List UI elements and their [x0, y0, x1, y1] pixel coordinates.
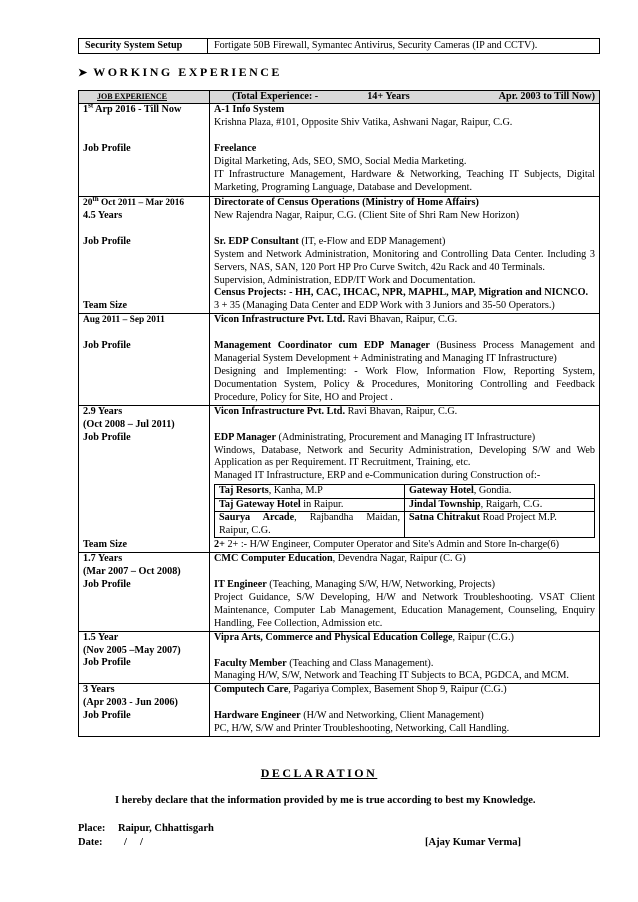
- work-experience-title: WORKING EXPERIENCE: [93, 65, 282, 79]
- site-cell: Gateway Hotel, Gondia.: [405, 485, 595, 499]
- row-job-profile-label: Job Profile: [83, 657, 131, 669]
- row-date: (Oct 2008 – Jul 2011): [83, 418, 175, 430]
- job-description: Designing and Implementing: - Work Flow, Information Flow, Reporting System, Documentation System, Policy & Procedures, Monitoring Controlling and Feedback Procedure, Policy for Site, HO and Project .: [214, 365, 595, 403]
- date-value: / /: [124, 837, 143, 848]
- census-projects: Census Projects: - HH, CAC, IHCAC, NPR, MAPHL, MAP, Migration and NICNCO.: [214, 287, 589, 299]
- row-date: (Nov 2005 –May 2007): [83, 644, 181, 656]
- job-role-detail: (IT, e-Flow and EDP Management): [298, 235, 446, 247]
- security-label: Security System Setup: [79, 39, 208, 54]
- row-duration: 1.7 Years: [83, 553, 123, 565]
- company-name: Directorate of Census Operations (Ministry of Home Affairs): [214, 197, 479, 208]
- row-date: 1st Arp 2016 - Till Now: [83, 101, 182, 115]
- company-address: , Pagariya Complex, Basement Shop 9, Raipur (C.G.): [288, 684, 507, 696]
- arrow-icon: ➤: [78, 67, 88, 79]
- job-role: IT Engineer: [214, 579, 267, 591]
- job-description: Supervision, Administration, EDP/IT Work and Documentation.: [214, 274, 476, 286]
- construction-sites-table: [214, 484, 595, 538]
- work-experience-heading: [78, 66, 282, 80]
- security-table: [78, 38, 600, 54]
- company-name: A-1 Info System: [214, 104, 285, 115]
- company-address: Krishna Plaza, #101, Opposite Shiv Vatika, Ashwani Nagar, Raipur, C.G.: [214, 116, 513, 128]
- job-role: Hardware Engineer: [214, 710, 301, 722]
- job-role-detail: (Administrating, Procurement and Managing IT Infrastructure): [275, 431, 536, 443]
- company-address: Ravi Bhavan, Raipur, C.G.: [345, 314, 458, 326]
- row-job-profile-label: Job Profile: [83, 142, 131, 154]
- job-description: IT Infrastructure Management, Hardware & Networking, Teaching IT Subjects, Digital Marketing, Programing Language, Database and Development.: [214, 168, 595, 193]
- company-name: Vicon Infrastructure Pvt. Ltd.: [214, 405, 346, 417]
- declaration-title: DECLARATION: [260, 766, 378, 780]
- site-cell: Jindal Township, Raigarh, C.G.: [405, 498, 595, 512]
- team-size: 3 + 35 (Managing Data Center and EDP Work with 3 Juniors and 35-50 Operators.): [214, 300, 555, 312]
- row-duration: 3 Years: [83, 684, 115, 696]
- place-value: Raipur, Chhattisgarh: [118, 823, 214, 834]
- experience-period: Apr. 2003 to Till Now): [498, 91, 595, 102]
- table-row: [79, 553, 600, 632]
- row-duration: 2.9 Years: [83, 405, 123, 417]
- company-address: New Rajendra Nagar, Raipur, C.G. (Client Site of Shri Ram New Horizon): [214, 209, 520, 221]
- job-description: Digital Marketing, Ads, SEO, SMO, Social Media Marketing.: [214, 155, 467, 167]
- row-duration: 4.5 Years: [83, 209, 123, 221]
- total-years: 14+ Years: [367, 91, 410, 102]
- row-date: Aug 2011 – Sep 2011: [83, 315, 165, 326]
- company-name: Computech Care: [214, 684, 289, 696]
- job-experience-table: [78, 90, 600, 737]
- job-description: Managed IT Infrastructure, ERP and e-Communication during Construction of:-: [214, 470, 541, 482]
- declaration-text: I hereby declare that the information provided by me is true according to best my Knowledge.: [115, 795, 536, 806]
- place-label: Place:: [78, 823, 106, 834]
- job-experience-label: JOB EXPERIENCE: [97, 92, 168, 101]
- security-value: Fortigate 50B Firewall, Symantec Antivirus, Security Cameras (IP and CCTV).: [208, 39, 600, 54]
- row-job-profile-label: Job Profile: [83, 235, 131, 247]
- company-name: CMC Computer Education: [214, 553, 333, 565]
- place-date-block: [78, 822, 214, 850]
- job-role: Faculty Member: [214, 657, 287, 669]
- table-row: [79, 314, 600, 405]
- job-role: Sr. EDP Consultant: [214, 235, 299, 247]
- table-row: [79, 197, 600, 314]
- company-name: Vipra Arts, Commerce and Physical Education College: [214, 631, 453, 643]
- row-job-profile-label: Job Profile: [83, 710, 131, 722]
- row-job-profile-label: Job Profile: [83, 578, 131, 590]
- job-role-detail: (Business Process Management and Managerial System Development + Administrating and Managing IT Infrastructure): [214, 340, 595, 365]
- row-job-profile-label: Job Profile: [83, 431, 131, 443]
- company-address: , Devendra Nagar, Raipur (C. G): [332, 553, 466, 565]
- company-name: Vicon Infrastructure Pvt. Ltd.: [214, 314, 346, 326]
- table-header-row: [79, 91, 600, 104]
- site-cell: Satna Chitrakut Road Project M.P.: [405, 512, 595, 538]
- site-cell: Taj Gateway Hotel in Raipur.: [215, 498, 405, 512]
- job-description: Managing H/W, S/W, Network and Teaching IT Subjects to BCA, PGDCA, and MCM.: [214, 670, 569, 682]
- team-size: 2+ 2+ :- H/W Engineer, Computer Operator and Site's Admin and Store In-charge(6): [214, 539, 560, 551]
- row-job-profile-label: Job Profile: [83, 340, 131, 352]
- table-row: [79, 684, 600, 737]
- table-row: [79, 104, 600, 197]
- job-description: Windows, Database, Network and Security Administration, Developing S/W and Web Application as per Requirement. IT Recruitment, Training, etc.: [214, 444, 595, 469]
- job-description: Project Guidance, S/W Developing, H/W and Network Troubleshooting. VSAT Client Maintenance, Computer Lab Management, Education Management, Counseling, Enquiry Handling, Fee Collection, Admission etc.: [214, 591, 595, 629]
- job-description: System and Network Administration, Monitoring and Controlling Data Center. Including 3 Servers, NAS, SAN, 120 Port HP Pro Curve Switch, 42u Rack and 40 Terminals.: [214, 248, 595, 273]
- row-team-size-label: Team Size: [83, 539, 128, 551]
- table-row: [79, 631, 600, 684]
- job-role-detail: (Teaching, Managing S/W, H/W, Networking, Projects): [266, 579, 496, 591]
- company-address: Ravi Bhavan, Raipur, C.G.: [345, 405, 458, 417]
- job-role: Management Coordinator cum EDP Manager: [214, 340, 430, 352]
- row-team-size-label: Team Size: [83, 300, 128, 312]
- job-role-detail: (H/W and Networking, Client Management): [300, 710, 484, 722]
- table-row: [79, 405, 600, 552]
- job-role: EDP Manager: [214, 431, 276, 443]
- job-role: Freelance: [214, 142, 257, 154]
- date-label: Date:: [78, 837, 103, 848]
- site-cell: Taj Resorts, Kanha, M.P: [215, 485, 405, 499]
- job-description: PC, H/W, S/W and Printer Troubleshooting, Networking, Call Handling.: [214, 723, 510, 735]
- job-role-detail: (Teaching and Class Management).: [286, 657, 434, 669]
- row-duration: 1.5 Year: [83, 631, 119, 643]
- total-experience-label: (Total Experience: -: [232, 91, 319, 102]
- row-date: 20th Oct 2011 – Mar 2016: [83, 194, 185, 208]
- signature-name: [Ajay Kumar Verma]: [425, 837, 522, 848]
- row-date: (Apr 2003 - Jun 2006): [83, 697, 178, 709]
- row-date: (Mar 2007 – Oct 2008): [83, 566, 181, 578]
- company-address: , Raipur (C.G.): [452, 631, 514, 643]
- site-cell: Saurya Arcade, Rajbandha Maidan, Raipur, C.G.: [215, 512, 405, 538]
